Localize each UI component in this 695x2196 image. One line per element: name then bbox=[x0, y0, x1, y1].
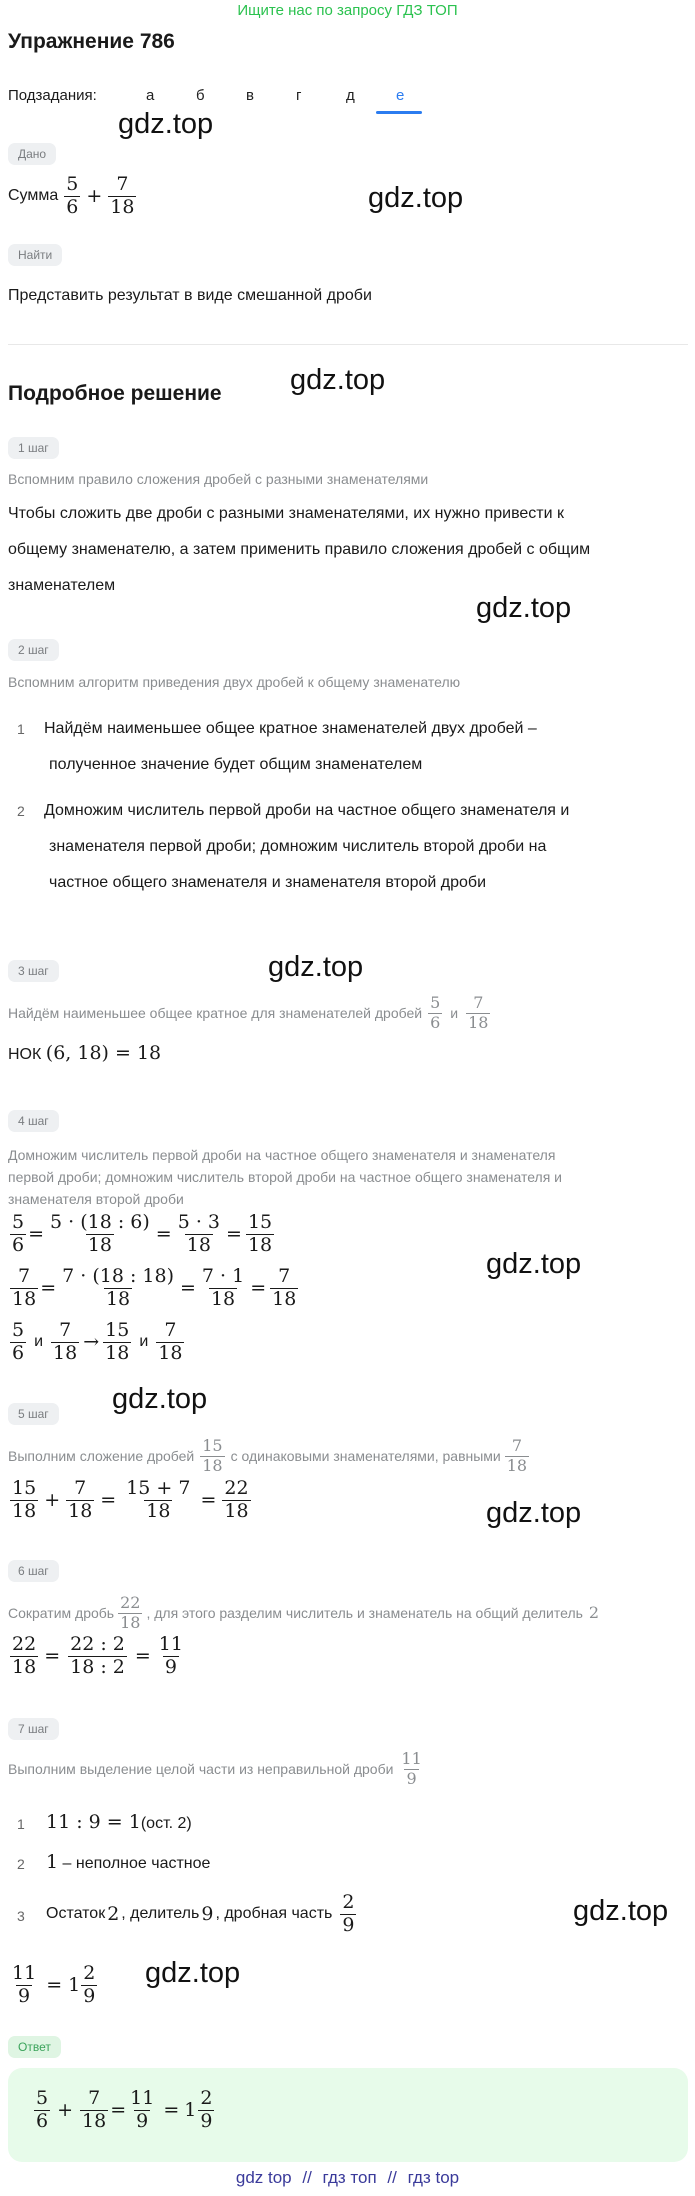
watermark: gdz.top bbox=[476, 592, 572, 624]
step-6-pill: 6 шаг bbox=[8, 1560, 59, 1582]
step-3-nok: НОК (6, 18) = 18 bbox=[8, 1042, 162, 1064]
find-text: Представить результат в виде смешанной дроби bbox=[8, 287, 372, 304]
step-2-hint: Вспомним алгоритм приведения двух дробей к общему знаменателю bbox=[8, 674, 461, 690]
step-7-list: 1 11 : 9 = 1(ост. 2) 2 1 – неполное частное 3 Остаток 2 , делитель 9 , дробная часть $\frac{2}{9}$ bbox=[17, 1811, 355, 1936]
given-expression: Сумма $\frac{5}{6}$ + $\frac{7}{18}$ bbox=[8, 172, 135, 218]
footer-link-3[interactable]: гдз top bbox=[407, 2168, 460, 2187]
step-6-hint: Сократим дробь $\frac{22}{18}$ , для этого разделим числитель и знаменатель на общий делитель 2 bbox=[8, 1593, 600, 1632]
step-1-hint: Вспомним правило сложения дробей с разными знаменателями bbox=[8, 471, 429, 487]
watermark: gdz.top bbox=[145, 1957, 241, 1989]
step-1-text: Чтобы сложить две дроби с разными знаменателями, их нужно привести к общему знаменателю, а затем применить правило сложения дробей с общим знаменателем bbox=[8, 505, 591, 594]
step-2-pill: 2 шаг bbox=[8, 639, 59, 661]
step-4-hint: Домножим числитель первой дроби на частное общего знаменателя и знаменателя первой дроби; домножим числитель второй дроби на частное общего знаменателя и знаменателя второй дроби bbox=[8, 1147, 562, 1207]
step-7-pill: 7 шаг bbox=[8, 1718, 59, 1740]
answer-box bbox=[8, 2068, 688, 2162]
given-fraction-2: $\frac{7}{18}$ bbox=[110, 172, 135, 218]
find-pill: Найти bbox=[8, 244, 62, 266]
subtasks-bar bbox=[8, 84, 688, 112]
watermark: gdz.top bbox=[112, 1383, 208, 1415]
watermark: gdz.top bbox=[268, 951, 364, 983]
step-5-hint: Выполним сложение дробей $\frac{15}{18}$ с одинаковыми знаменателями, равными $\frac{7}{18}$ bbox=[8, 1436, 528, 1475]
step-5-equation: $\frac{15}{18}$ + $\frac{7}{18}$ = $\frac{15 + 7}{18}$ = $\frac{22}{18}$ bbox=[12, 1477, 249, 1522]
tab-b[interactable]: б bbox=[196, 87, 205, 104]
watermark: gdz.top bbox=[368, 182, 464, 214]
active-tab-underline bbox=[376, 111, 422, 114]
step-3-pill: 3 шаг bbox=[8, 960, 59, 982]
given-text: Сумма bbox=[8, 187, 59, 204]
step-4-equation-2: $\frac{7}{18}$ = $\frac{7 \cdot (18 : 18)}{18}$ = $\frac{7 \cdot 1}{18}$ = $\frac{7}{18}$ bbox=[12, 1265, 297, 1310]
watermark: gdz.top bbox=[290, 364, 386, 396]
step-4-equation-1: $\frac{5}{6}$ = $\frac{5 \cdot (18 : 6)}{18}$ = $\frac{5 \cdot 3}{18}$ = $\frac{15}{18}$ bbox=[12, 1211, 273, 1256]
step-7-result: $\frac{11}{9}$ = 1 $\frac{2}{9}$ bbox=[12, 1962, 96, 2007]
answer-expression: $\frac{5}{6}$ + $\frac{7}{18}$ = $\frac{11}{9}$ = 1 $\frac{2}{9}$ bbox=[36, 2087, 213, 2132]
given-fraction-1: $\frac{5}{6}$ bbox=[66, 172, 79, 218]
step-4-pill: 4 шаг bbox=[8, 1110, 59, 1132]
step-4-equation-3: $\frac{5}{6}$ и $\frac{7}{18}$ → $\frac{15}{18}$ и $\frac{7}{18}$ bbox=[12, 1319, 183, 1364]
footer-links: gdz top // гдз топ // гдз top bbox=[235, 2168, 460, 2187]
footer-link-2[interactable]: гдз топ bbox=[322, 2168, 377, 2187]
top-banner[interactable]: Ищите нас по запросу ГДЗ ТОП bbox=[237, 2, 458, 19]
footer-link-1[interactable]: gdz top bbox=[235, 2168, 292, 2187]
watermark: gdz.top bbox=[118, 108, 214, 140]
divider bbox=[8, 344, 688, 345]
tab-d[interactable]: д bbox=[346, 87, 355, 104]
page-title: Упражнение 786 bbox=[8, 30, 175, 53]
answer-pill: Ответ bbox=[8, 2036, 61, 2058]
tab-e[interactable]: е bbox=[396, 87, 405, 104]
step-1-pill: 1 шаг bbox=[8, 437, 59, 459]
watermark: gdz.top bbox=[573, 1895, 669, 1927]
given-pill: Дано bbox=[8, 143, 56, 165]
step-7-hint: Выполним выделение целой части из неправильной дроби $\frac{11}{9}$ bbox=[8, 1749, 422, 1788]
tab-g[interactable]: г bbox=[296, 87, 302, 104]
watermark: gdz.top bbox=[486, 1497, 582, 1529]
watermark: gdz.top bbox=[486, 1248, 582, 1280]
subtasks-label: Подзадания: bbox=[8, 87, 97, 104]
solution-title: Подробное решение bbox=[8, 382, 222, 405]
step-3-hint: Найдём наименьшее общее кратное для знаменателей дробей $\frac{5}{6}$ и $\frac{7}{18}$ bbox=[8, 993, 489, 1032]
tab-a[interactable]: а bbox=[146, 87, 155, 104]
step-6-equation: $\frac{22}{18}$ = $\frac{22 : 2}{18 : 2}$ = $\frac{11}{9}$ bbox=[12, 1633, 183, 1678]
step-5-pill: 5 шаг bbox=[8, 1403, 59, 1425]
tab-v[interactable]: в bbox=[246, 87, 254, 104]
